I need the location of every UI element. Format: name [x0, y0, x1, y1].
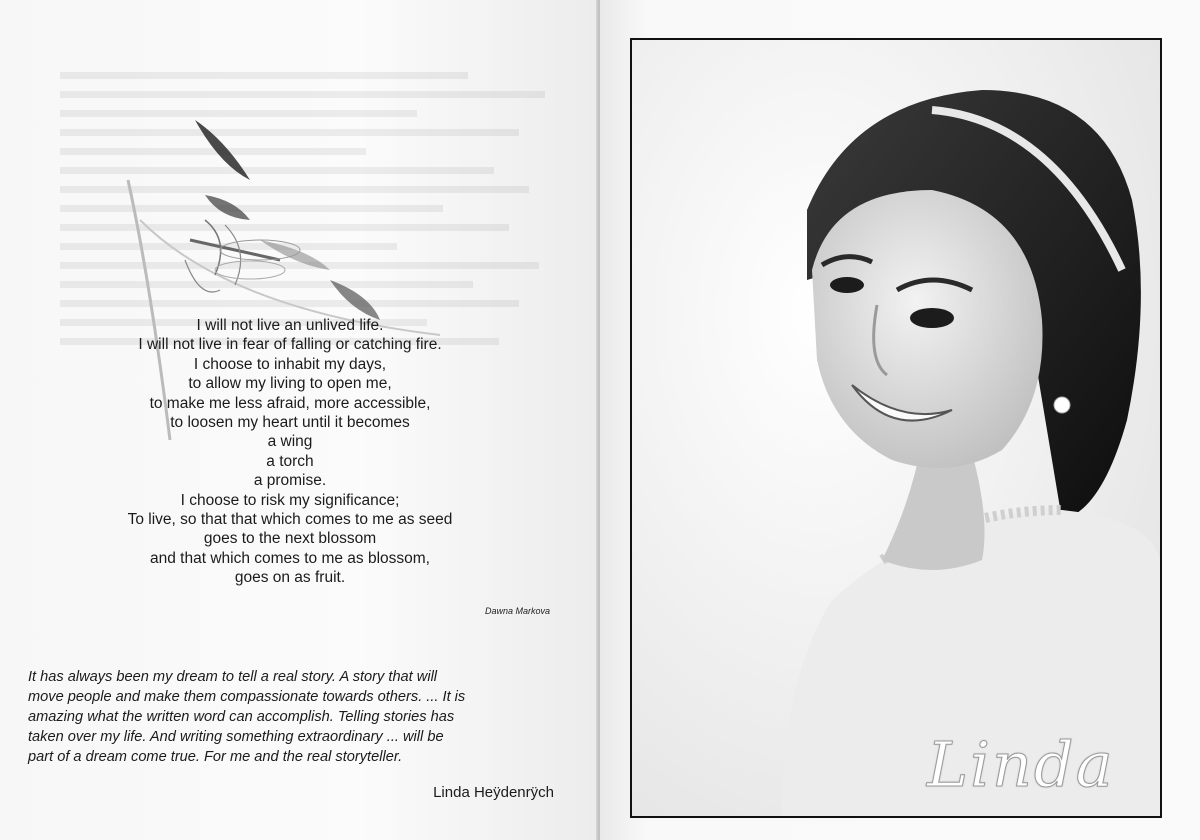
quote	[28, 667, 548, 767]
cover-photo-frame	[630, 38, 1162, 818]
poem-line: a wing	[267, 433, 313, 451]
quote-signature: Linda Heÿdenrÿch	[433, 784, 554, 801]
cover-name: Linda	[927, 728, 1115, 801]
quote-line: amazing what the written word can accomplish. Telling stories has	[28, 709, 455, 725]
poem-line: a torch	[266, 452, 314, 470]
poem-line: To live, so that that which comes to me as seed	[127, 511, 453, 529]
poem-author: Dawna Markova	[484, 606, 550, 616]
poem-line: to make me less afraid, more accessible,	[149, 394, 431, 412]
poem	[60, 316, 520, 588]
quote-line: taken over my life. And writing something extraordinary ... will be	[28, 729, 444, 745]
quote-line: move people and make them compassionate towards others. ... It is	[28, 689, 466, 705]
quote-line: It has always been my dream to tell a real story. A story that will	[28, 669, 438, 685]
left-page	[0, 0, 598, 840]
poem-line: goes on as fruit.	[234, 569, 346, 587]
poem-line: a promise.	[253, 472, 327, 490]
poem-line: and that which comes to me as blossom,	[150, 549, 430, 567]
quote-line: part of a dream come true. For me and the real storyteller.	[28, 749, 403, 765]
portrait-photo	[632, 40, 1160, 816]
poem-line: to loosen my heart until it becomes	[170, 414, 410, 432]
poem-line: to allow my living to open me,	[188, 375, 392, 393]
poem-line: goes to the next blossom	[203, 530, 377, 548]
poem-line: I will not live in fear of falling or catching fire.	[138, 336, 442, 354]
poem-line: I choose to risk my significance;	[180, 491, 400, 509]
poem-line: I choose to inhabit my days,	[193, 355, 387, 373]
poem-line: I will not live an unlived life.	[196, 317, 384, 334]
